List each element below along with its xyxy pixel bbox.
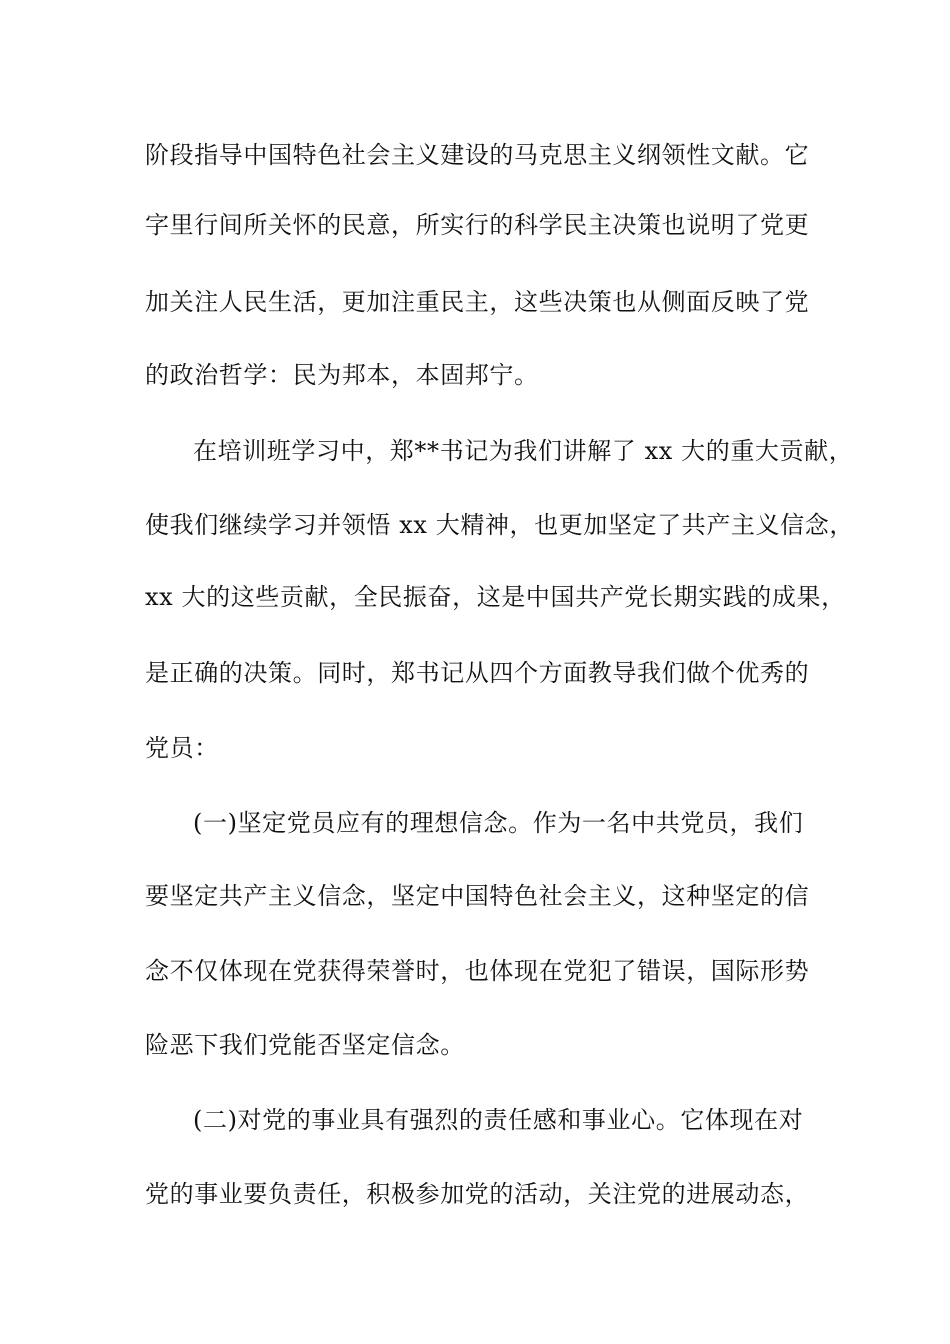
text-line: 使我们继续学习并领悟 xx 大精神，也更加坚定了共产主义信念， [145, 511, 854, 539]
text-line: 党员： [145, 734, 219, 762]
text-line: 字里行间所关怀的民意，所实行的科学民主决策也说明了党更 [145, 211, 810, 239]
paragraph-start-line: (一)坚定党员应有的理想信念。作为一名中共党员，我们 [193, 809, 804, 837]
text-line: 念不仅体现在党获得荣誉时，也体现在党犯了错误，国际形势 [145, 957, 810, 985]
text-line: 加关注人民生活，更加注重民主，这些决策也从侧面反映了党 [145, 288, 810, 316]
text-line: 的政治哲学：民为邦本，本固邦宁。 [145, 361, 539, 389]
text-line: 险恶下我们党能否坚定信念。 [145, 1031, 465, 1059]
paragraph-start-line: 在培训班学习中，郑**书记为我们讲解了 xx 大的重大贡献， [193, 437, 854, 465]
text-line: 阶段指导中国特色社会主义建设的马克思主义纲领性文献。它 [145, 141, 810, 169]
text-line: 党的事业要负责任，积极参加党的活动，关注党的进展动态， [145, 1180, 810, 1208]
text-line: 是正确的决策。同时，郑书记从四个方面教导我们做个优秀的 [145, 659, 810, 687]
text-line: 要坚定共产主义信念，坚定中国特色社会主义，这种坚定的信 [145, 882, 810, 910]
text-line: xx 大的这些贡献，全民振奋，这是中国共产党长期实践的成果， [145, 583, 846, 611]
paragraph-start-line: (二)对党的事业具有强烈的责任感和事业心。它体现在对 [193, 1106, 804, 1134]
